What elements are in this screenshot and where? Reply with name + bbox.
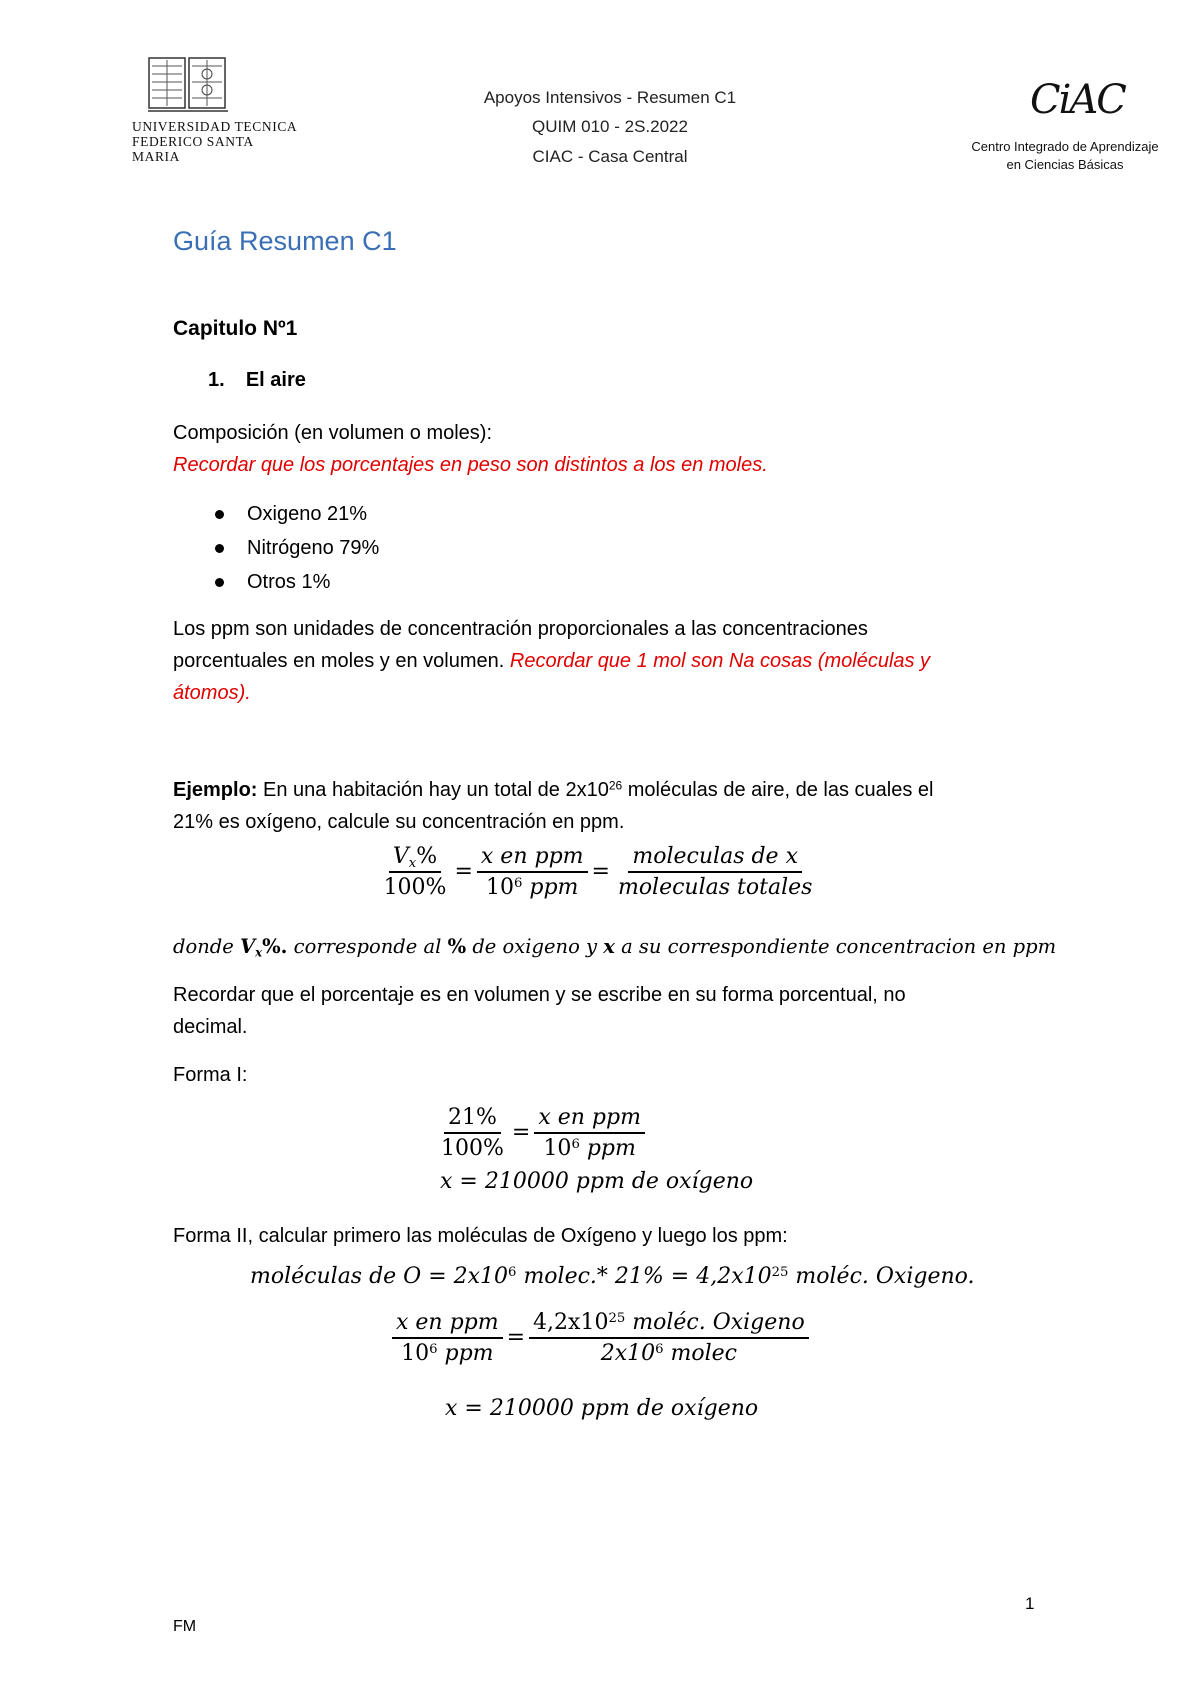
list-item: Otros 1% xyxy=(173,565,673,599)
remember-line-2: decimal. xyxy=(173,1016,248,1038)
equation-4-result: x = 210000 ppm de oxígeno xyxy=(445,1396,759,1421)
remember-line-1: Recordar que el porcentaje es en volumen y se escribe en su forma porcentual, no xyxy=(173,984,906,1006)
equation-4: $\frac{\text{x en ppm}}{10^6 ppm}$ = $\frac{4,2x10^{25} moléc. Oxigeno}{2x10^6 molec}$ xyxy=(388,1310,808,1366)
example-exponent: 26 xyxy=(608,778,623,793)
composition-note: Recordar que los porcentajes en peso son distintos a los en moles. xyxy=(173,454,768,476)
forma-1-label: Forma I: xyxy=(173,1064,248,1086)
forma-2-label: Forma II, calcular primero las moléculas de Oxígeno y luego los ppm: xyxy=(173,1225,788,1247)
fraction-ppm: $\frac{\text{x en ppm}}{10^6 ppm}$ xyxy=(477,844,588,900)
ciac-subtitle-2: en Ciencias Básicas xyxy=(1006,157,1124,172)
ppm-line-2: porcentuales en moles y en volumen. xyxy=(173,650,505,672)
donde-line: donde $V_x\%$. corresponde al % de oxigeno y x a su correspondiente concentracion en ppm xyxy=(173,935,1057,960)
example-label: Ejemplo: xyxy=(173,779,258,801)
university-line-1: UNIVERSIDAD TECNICA xyxy=(132,119,298,134)
ciac-subtitle xyxy=(955,138,1175,174)
section-title: El aire xyxy=(245,369,306,391)
section-heading xyxy=(208,369,306,392)
bullet-icon xyxy=(215,510,224,519)
ciac-subtitle-1: Centro Integrado de Aprendizaje xyxy=(971,139,1159,154)
ppm-note: Recordar que 1 mol son Na cosas (moléculas y xyxy=(509,650,931,672)
list-item: Nitrógeno 79% xyxy=(173,531,673,565)
example-line-2: 21% es oxígeno, calcule su concentración en ppm. xyxy=(173,811,625,833)
fraction-vx: $\frac{V_x\%}{100\%}$ xyxy=(383,844,447,900)
section-number: 1. xyxy=(208,369,225,391)
example-text-b: moléculas de aire, de las cuales el xyxy=(627,779,934,801)
equation-2-result: x = 210000 ppm de oxígeno xyxy=(440,1169,754,1194)
footer-initials: FM xyxy=(173,1618,197,1635)
doc-title: Guía Resumen C1 xyxy=(173,226,397,256)
usm-crest-icon xyxy=(148,56,228,114)
ppm-paragraph xyxy=(173,613,1073,709)
university-line-2: FEDERICO SANTA MARIA xyxy=(132,134,253,164)
ppm-note-end: átomos). xyxy=(173,682,251,704)
chapter-heading: Capitulo Nº1 xyxy=(173,317,298,340)
bullet-icon xyxy=(215,578,224,587)
header-line-3: CIAC - Casa Central xyxy=(532,147,688,166)
bullet-icon xyxy=(215,544,224,553)
composition-label: Composición (en volumen o moles): xyxy=(173,422,493,444)
ciac-logo xyxy=(1030,78,1125,122)
header-line-2: QUIM 010 - 2S.2022 xyxy=(532,117,688,136)
header-line-1: Apoyos Intensivos - Resumen C1 xyxy=(483,88,737,107)
university-name xyxy=(132,119,302,164)
equation-3: moléculas de $O = 2x10^6$ molec.* $21\% = 4,2x10^{25}$ moléc. Oxigeno. xyxy=(250,1264,975,1289)
example-paragraph xyxy=(173,774,1073,838)
usm-logo xyxy=(148,56,228,114)
ppm-line-1: Los ppm son unidades de concentración proporcionales a las concentraciones xyxy=(173,618,868,640)
example-text-a: En una habitación hay un total de 2x10 xyxy=(263,779,609,801)
list-item: Oxigeno 21% xyxy=(173,497,673,531)
fraction-molecules: $\frac{\text{moleculas de x}}{\text{moleculas totales}}$ xyxy=(617,844,813,900)
remember-paragraph xyxy=(173,979,1073,1043)
equation-2: $\frac{21\%}{100\%}$ = $\frac{\text{x en ppm}}{10^6 ppm}$ xyxy=(433,1105,663,1161)
ciac-logo-text: CiAC xyxy=(1030,77,1125,123)
equation-1: $\frac{V_x\%}{100\%}$ = $\frac{\text{x en ppm}}{10^6 ppm}$ = $\frac{\text{moleculas de x}}{\text{moleculas totales}}$ xyxy=(373,844,823,900)
components-list xyxy=(173,497,673,599)
page-number: 1 xyxy=(1025,1594,1035,1613)
